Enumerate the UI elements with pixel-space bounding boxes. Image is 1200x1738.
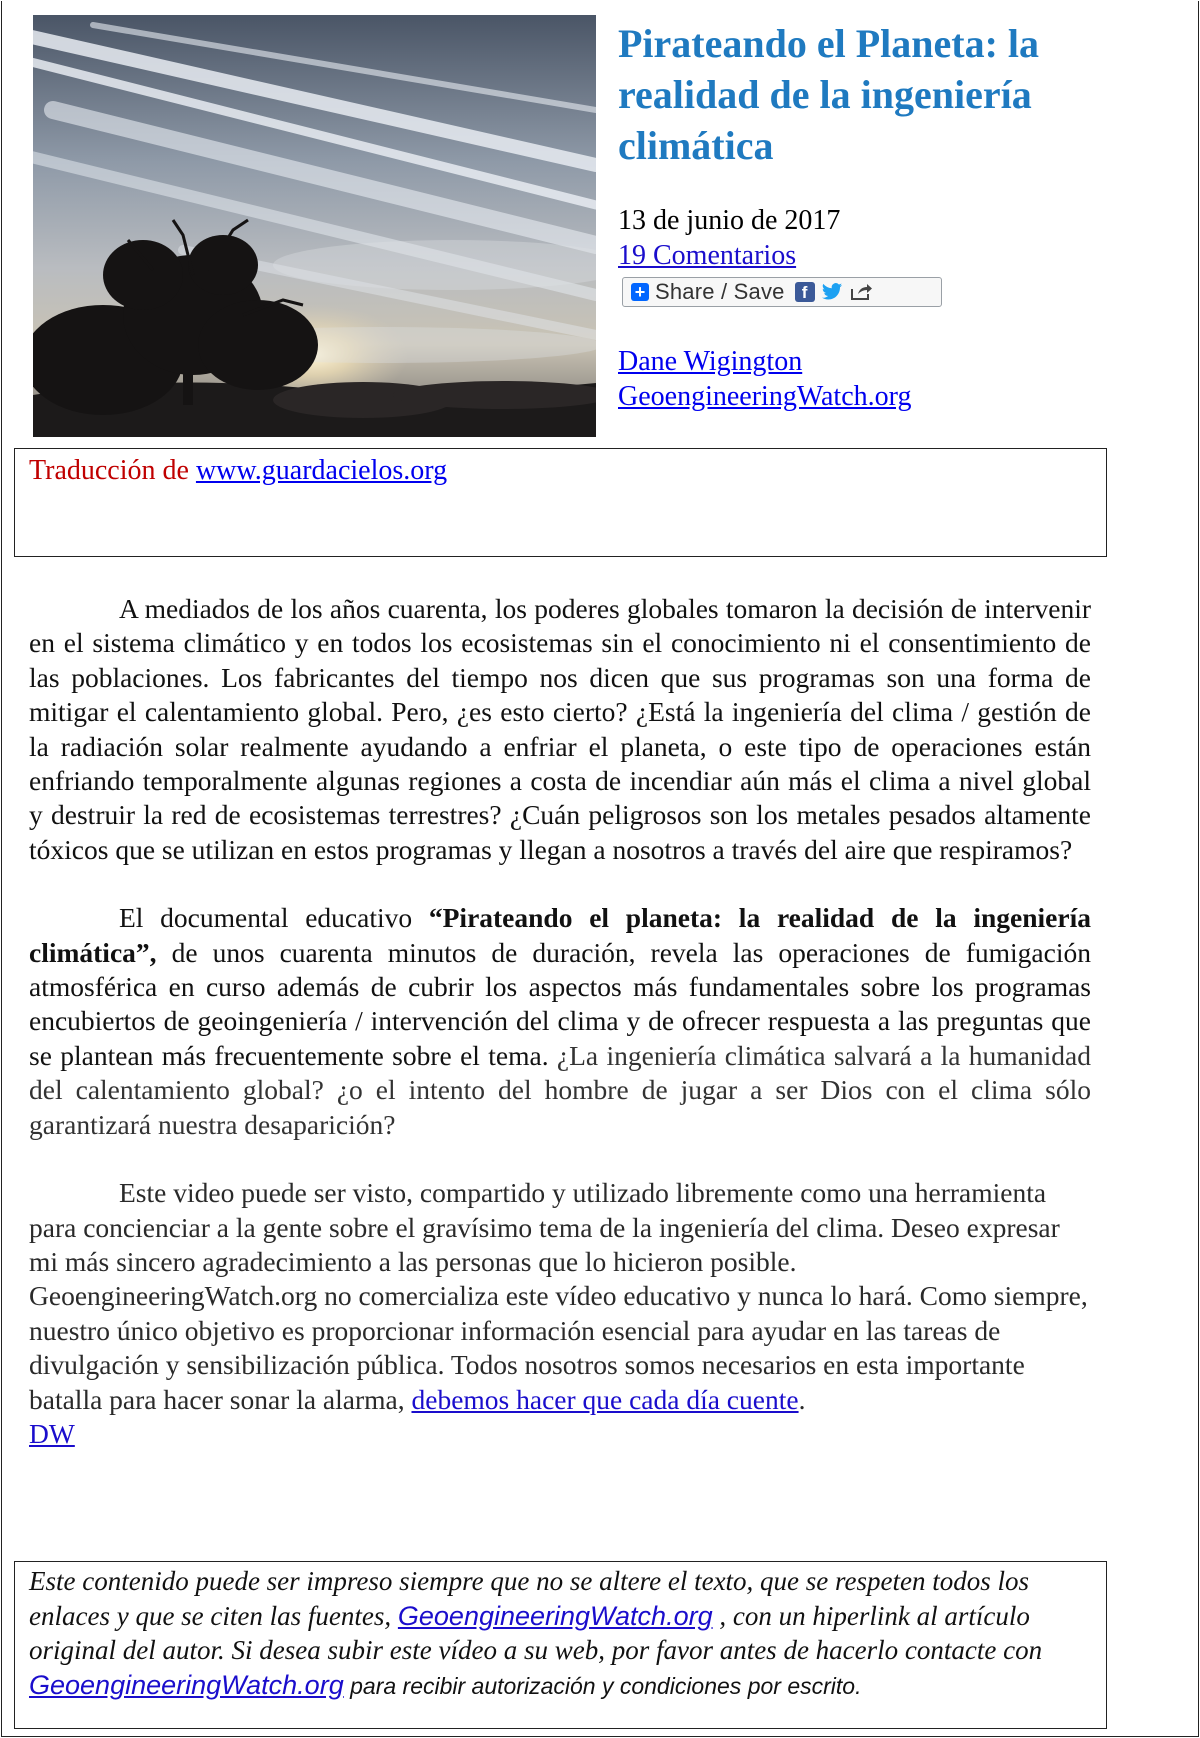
- author-link[interactable]: Dane Wigington: [618, 346, 803, 377]
- share-arrow-icon[interactable]: [849, 282, 873, 302]
- documentary-title: “Pirateando el planeta: la realidad de la ingeniería climática”,: [29, 902, 1091, 968]
- twitter-icon[interactable]: [821, 282, 843, 302]
- comments-link[interactable]: 19 Comentarios: [618, 240, 797, 271]
- author-block: [618, 344, 1158, 414]
- publish-date: 13 de junio de 2017: [618, 205, 841, 236]
- paragraph-2-intro: El documental educativo: [119, 902, 429, 934]
- translation-prefix: Traducción de: [29, 455, 196, 486]
- notice-text-2: , con un hiperlink al artículo original del autor. Si desea subir este vídeo a su web, por favor antes de hacerlo contacte con: [29, 1600, 1043, 1665]
- translation-credit-box: [14, 448, 1107, 557]
- share-save-button[interactable]: [622, 277, 942, 307]
- translation-link[interactable]: www.guardacielos.org: [195, 455, 448, 486]
- paragraph-2-questions: ¿La ingeniería climática salvará a la humanidad del calentamiento global? ¿o el intento del hombre de jugar a ser Dios con el clima sólo garantizará nuestra desaparición?: [29, 1039, 1091, 1140]
- paragraph-3-text: Este video puede ser visto, compartido y utilizado libremente como una herramienta para concienciar a la gente sobre el gravísimo tema de la ingeniería del clima. Deseo expresar mi más sincero agradecimiento a las personas que lo hicieron posible. GeoengineeringWatch.org no comercializa este vídeo educativo y nunca lo hará. Como siempre, nuestro único objetivo es proporcionar información esencial para ayudar en las tareas de divulgación y sensibilización pública. Todos nosotros somos necesarios en esta importante batalla para hacer sonar la alarma,: [29, 1177, 1088, 1415]
- notice-link-2[interactable]: GeoengineeringWatch.org: [29, 1669, 344, 1700]
- header-photo: [33, 15, 596, 437]
- paragraph-3: [29, 1176, 1091, 1451]
- reprint-notice-box: [14, 1561, 1107, 1729]
- article-title: Pirateando el Planeta: la realidad de la ingeniería climática: [618, 21, 1040, 168]
- notice-link-1[interactable]: GeoengineeringWatch.org: [397, 1600, 713, 1631]
- paragraph-2-text: de unos cuarenta minutos de duración, revela las operaciones de fumigación atmosférica en curso además de cubrir los aspectos más fundamentales sobre los programas encubiertos de geoingeniería / intervención del clima y de ofrecer respuesta a las preguntas que se plantean más frecuentemente sobre el tema.: [29, 936, 1091, 1071]
- paragraph-1: A mediados de los años cuarenta, los poderes globales tomaron la decisión de intervenir en el sistema climático y en todos los ecosistemas sin el conocimiento ni el consentimiento de las poblaciones. Los fabricantes del tiempo nos dicen que sus programas son una forma de mitigar el calentamiento global. Pero, ¿es esto cierto? ¿Está la ingeniería del clima / gestión de la radiación solar realmente ayudando a enfriar el planeta, o este tipo de operaciones están enfriando temporalmente algunas regiones a costa de incendiar aún más el clima a nivel global y destruir la red de ecosistemas terrestres? ¿Cuán peligrosos son los metales pesados altamente tóxicos que se utilizan en estos programas y llegan a nosotros a través del aire que respiramos?: [29, 593, 1091, 865]
- facebook-icon[interactable]: f: [795, 282, 815, 302]
- notice-text-1: Este contenido puede ser impreso siempre que no se altere el texto, que se respeten todos los enlaces y que se citen las fuentes,: [29, 1566, 1030, 1631]
- author-site-link[interactable]: GeoengineeringWatch.org: [618, 381, 912, 412]
- paragraph-2: [29, 901, 1091, 1142]
- article-meta: [618, 203, 1158, 273]
- every-day-counts-link[interactable]: debemos hacer que cada día cuente: [411, 1383, 799, 1415]
- paragraph-3-end: .: [798, 1383, 806, 1415]
- plus-icon: +: [631, 283, 649, 301]
- share-label: Share / Save: [655, 279, 785, 304]
- article-body: [29, 592, 1091, 1451]
- notice-text-3: para recibir autorización y condiciones por escrito.: [343, 1672, 862, 1699]
- signoff-link[interactable]: DW: [29, 1417, 75, 1449]
- sky-contrails-image: [33, 15, 596, 437]
